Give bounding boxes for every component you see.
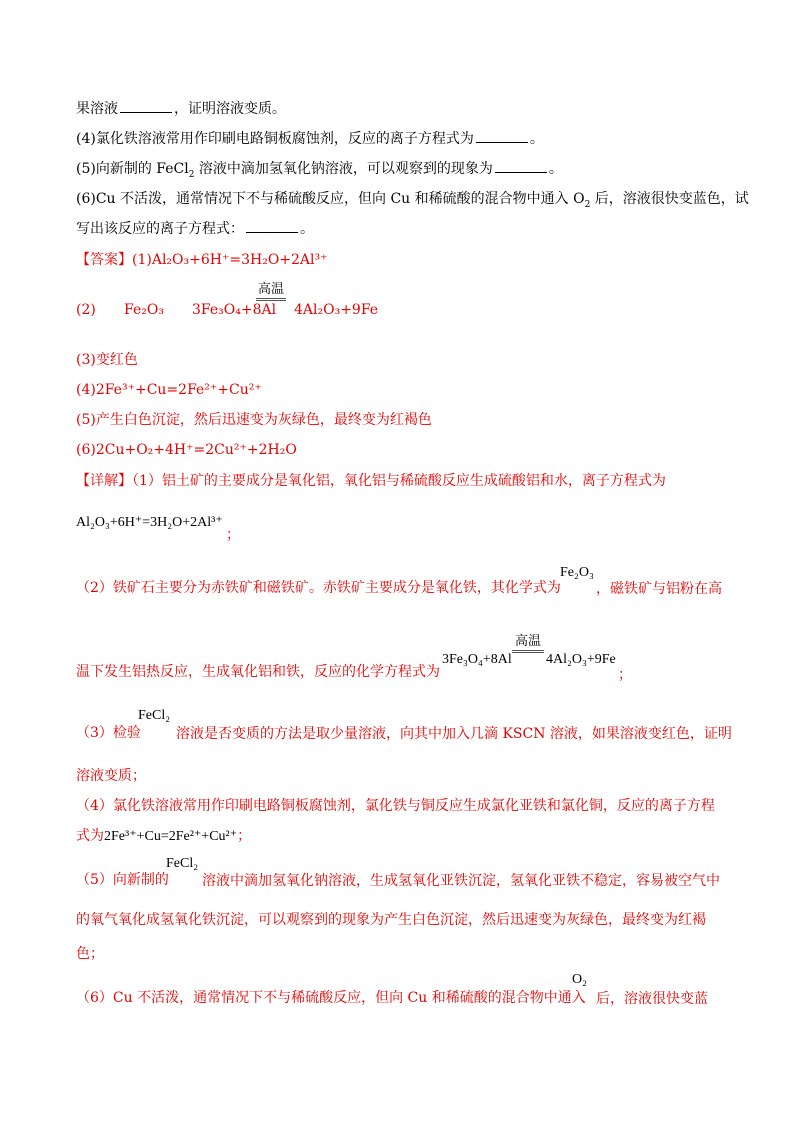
q4-tail: 。 (529, 131, 544, 147)
detail-2-line-1 (76, 578, 561, 598)
detail-2-eq-left: 3Fe₃O₄+8Al (442, 652, 512, 667)
detail-1-equation: Al₂O₃+6H⁺=3H₂O+2Al³⁺ (76, 515, 223, 530)
q6-sub: 2 (584, 199, 591, 210)
detail-3-formula: FeCl₂ (138, 708, 171, 723)
detail-2-formula: Fe₂O₃ (560, 565, 594, 580)
q5-tail: 。 (548, 161, 563, 177)
detail-2-line-2: 温下发生铝热反应，生成氧化铝和铁，反应的化学方程式为 (76, 664, 440, 680)
answer-blank (476, 128, 528, 143)
q3-tail: ，证明溶液变质。 (174, 101, 286, 117)
detail-6: （6）Cu 不活泼，通常情况下不与稀硫酸反应，但向 Cu 和稀硫酸的混合物中通入 (76, 990, 586, 1006)
detail-3: （3）检验 (76, 725, 141, 741)
answer-blank (246, 218, 298, 233)
answer-1: (1)Al₂O₃+6H⁺=3H₂O+2Al³⁺ (132, 252, 328, 268)
detail-2-tail: ，磁铁矿与铝粉在高 (596, 581, 722, 597)
detail-3-line-2: 溶液变质； (76, 768, 146, 784)
q4-text: (4)氯化铁溶液常用作印刷电路铜板腐蚀剂，反应的离子方程式为 (76, 131, 474, 147)
detail-4-prefix: 式为 (76, 828, 104, 844)
q6-text-3: 写出该反应的离子方程式： (76, 221, 244, 237)
detail-2-semicolon: ； (618, 667, 632, 683)
detail-2: （2）铁矿石主要分为赤铁矿和磁铁矿。赤铁矿主要成分是氧化铁，其化学式为 (76, 580, 561, 596)
q5-text-2: 溶液中滴加氢氧化钠溶液，可以观察到的现象为 (194, 161, 493, 177)
answer-5: (5)产生白色沉淀，然后迅速变为灰绿色，最终变为红褐色 (76, 412, 432, 428)
detail-5-line-3: 色； (76, 946, 104, 962)
detail-1: （1）铝土矿的主要成分是氧化铝，氧化铝与稀硫酸反应生成硫酸铝和水，离子方程式为 (132, 473, 666, 489)
detail-4-line-1: （4）氯化铁溶液常用作印刷电路铜板腐蚀剂，氯化铁与铜反应生成氯化亚铁和氯化铜，反应的离子方程 (76, 798, 715, 814)
detail-5-line-1 (76, 870, 169, 890)
detail-tag: 【详解】 (76, 473, 132, 489)
q6-line-2 (76, 218, 314, 239)
answer-blank (495, 158, 547, 173)
q5-line (76, 158, 563, 179)
answer-6: (6)2Cu+O₂+4H⁺=2Cu²⁺+2H₂O (76, 442, 297, 458)
detail-5-formula: FeCl₂ (166, 856, 199, 871)
q5-text: (5)向新制的 FeCl (76, 161, 189, 177)
detail-5-line-2: 的氧气氧化成氢氧化铁沉淀，可以观察到的现象为产生白色沉淀，然后迅速变为灰绿色，最终变为红褐 (76, 912, 706, 928)
q4-line (76, 128, 544, 149)
answer-4: (4)2Fe³⁺+Cu=2Fe²⁺+Cu²⁺ (76, 382, 262, 398)
q6-text-2: 后，溶液很快变蓝色，试 (590, 191, 749, 207)
q6-line-1 (76, 189, 749, 209)
detail-1-semicolon: ； (226, 527, 240, 543)
answer-2-eq-right: 4Al₂O₃+9Fe (294, 302, 379, 318)
detail-4-line-2 (76, 826, 251, 847)
q3-tail-line (76, 98, 286, 119)
answer-tag: 【答案】 (76, 252, 132, 268)
detail-6-text: 后，溶液很快变蓝 (596, 991, 708, 1007)
detail-3-line-1 (76, 723, 141, 743)
answer-2-formula: Fe₂O₃ (124, 302, 164, 318)
q6-tail: 。 (300, 221, 314, 237)
q3-text: 果溶液 (76, 101, 118, 117)
answer-2-eq-left: 3Fe₃O₄+8Al (192, 302, 277, 318)
answer-line-1 (76, 250, 328, 270)
answer-2-condition: 高温 (256, 282, 286, 301)
detail-2-condition: 高温 (512, 634, 544, 653)
detail-line-1 (76, 471, 666, 491)
answer-2-num: (2) (76, 302, 96, 318)
detail-5: （5）向新制的 (76, 872, 169, 888)
detail-3-text: 溶液是否变质的方法是取少量溶液，向其中加入几滴 KSCN 溶液，如果溶液变红色，证明 (176, 726, 732, 742)
detail-4-equation: 2Fe³⁺+Cu=2Fe²⁺+Cu²⁺ (104, 829, 238, 844)
detail-6-formula: O₂ (572, 972, 587, 987)
detail-4-semicolon: ； (237, 828, 252, 844)
answer-blank (120, 98, 172, 113)
detail-2-eq-right: 4Al₂O₃+9Fe (546, 652, 616, 667)
detail-5-text: 溶液中滴加氢氧化钠溶液，生成氢氧化亚铁沉淀，氢氧化亚铁不稳定，容易被空气中 (202, 873, 720, 889)
answer-3: (3)变红色 (76, 352, 138, 368)
q6-text: (6)Cu 不活泼，通常情况下不与稀硫酸反应，但向 Cu 和稀硫酸的混合物中通入 O (76, 191, 585, 207)
detail-6-line-1 (76, 988, 586, 1008)
q5-sub: 2 (188, 169, 195, 180)
